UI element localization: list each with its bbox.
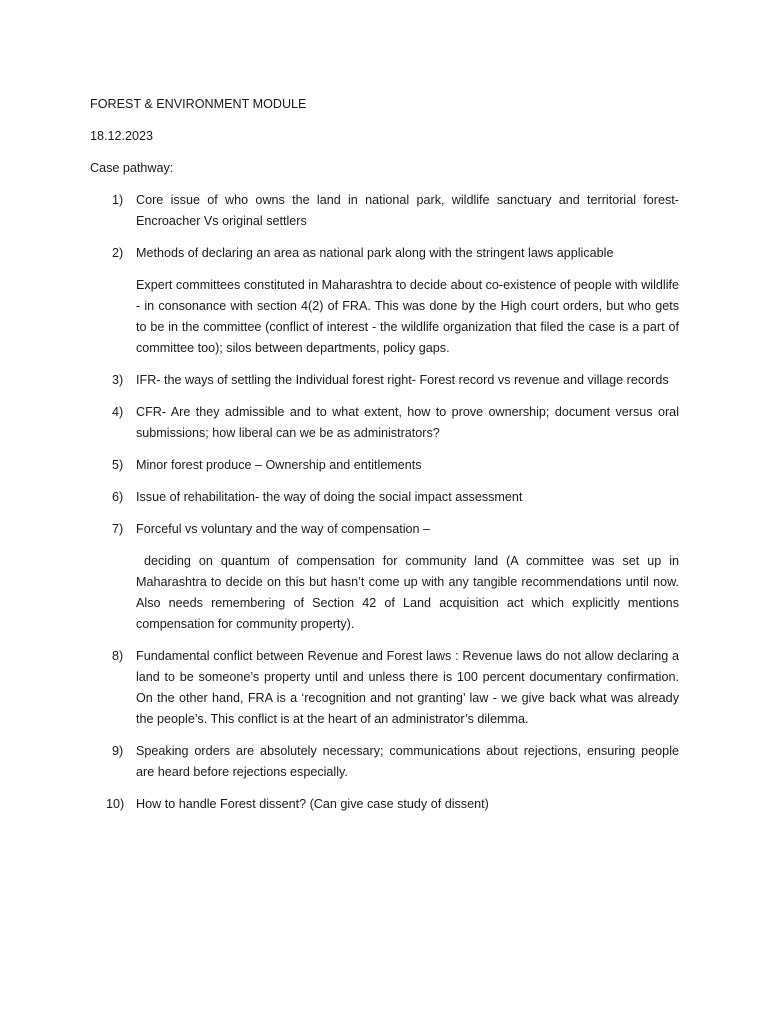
document-date: 18.12.2023 xyxy=(90,129,154,143)
item-text: CFR- Are they admissible and to what extent, how to prove ownership; document versus oral submissions; how liberal can we be as administrators? xyxy=(136,405,679,440)
list-item xyxy=(90,402,679,444)
item-number: 8) xyxy=(112,649,124,663)
item-text: Forceful vs voluntary and the way of compensation – xyxy=(136,522,431,536)
list-item xyxy=(90,646,679,730)
item-text: Issue of rehabilitation- the way of doing the social impact assessment xyxy=(136,490,523,504)
item-text: How to handle Forest dissent? (Can give case study of dissent) xyxy=(136,797,489,811)
list-item xyxy=(90,243,679,359)
item-number: 6) xyxy=(112,490,124,504)
document-title: FOREST & ENVIRONMENT MODULE xyxy=(90,97,307,111)
document-intro: Case pathway: xyxy=(90,161,174,175)
item-number: 7) xyxy=(112,522,124,536)
item-subparagraph: Expert committees constituted in Maharashtra to decide about co-existence of people with wildlife - in consonance with section 4(2) of FRA. This was done by the High court orders, but who gets to be in the committee (conflict of interest - the wildlife organization that filed the case is a part of committee too); silos between departments, policy gaps. xyxy=(136,278,679,355)
list-item xyxy=(90,370,679,391)
list-item xyxy=(90,519,683,635)
item-number: 4) xyxy=(112,405,124,419)
item-number: 5) xyxy=(112,458,124,472)
item-subparagraph: deciding on quantum of compensation for community land (A committee was set up in Maharashtra to decide on this but hasn’t come up with any tangible recommendations until now. Also needs remembering of Section 42 of Land acquisition act which explicitly mentions compensation for community property). xyxy=(136,554,683,631)
item-number: 1) xyxy=(112,193,124,207)
item-text: Methods of declaring an area as national park along with the stringent laws applicable xyxy=(136,246,614,260)
list-item xyxy=(90,455,679,476)
list-item xyxy=(90,190,679,232)
case-pathway-list xyxy=(90,190,683,815)
item-text: Minor forest produce – Ownership and entitlements xyxy=(136,458,422,472)
item-number: 10) xyxy=(106,797,125,811)
item-number: 3) xyxy=(112,373,124,387)
item-number: 2) xyxy=(112,246,124,260)
list-item xyxy=(90,794,679,815)
item-text: Fundamental conflict between Revenue and Forest laws : Revenue laws do not allow declaring a land to be someone’s property until and unless there is 100 percent documentary confirmation. On the other hand, FRA is a ‘recognition and not granting’ law - we give back what was already the people’s. This conflict is at the heart of an administrator’s dilemma. xyxy=(136,649,679,726)
document-content xyxy=(90,94,683,826)
list-item xyxy=(90,487,679,508)
item-text: IFR- the ways of settling the Individual forest right- Forest record vs revenue and village records xyxy=(136,373,669,387)
item-text: Speaking orders are absolutely necessary; communications about rejections, ensuring people are heard before rejections especially. xyxy=(136,744,679,779)
item-number: 9) xyxy=(112,744,124,758)
item-text: Core issue of who owns the land in national park, wildlife sanctuary and territorial forest- Encroacher Vs original settlers xyxy=(136,193,679,228)
list-item xyxy=(90,741,679,783)
